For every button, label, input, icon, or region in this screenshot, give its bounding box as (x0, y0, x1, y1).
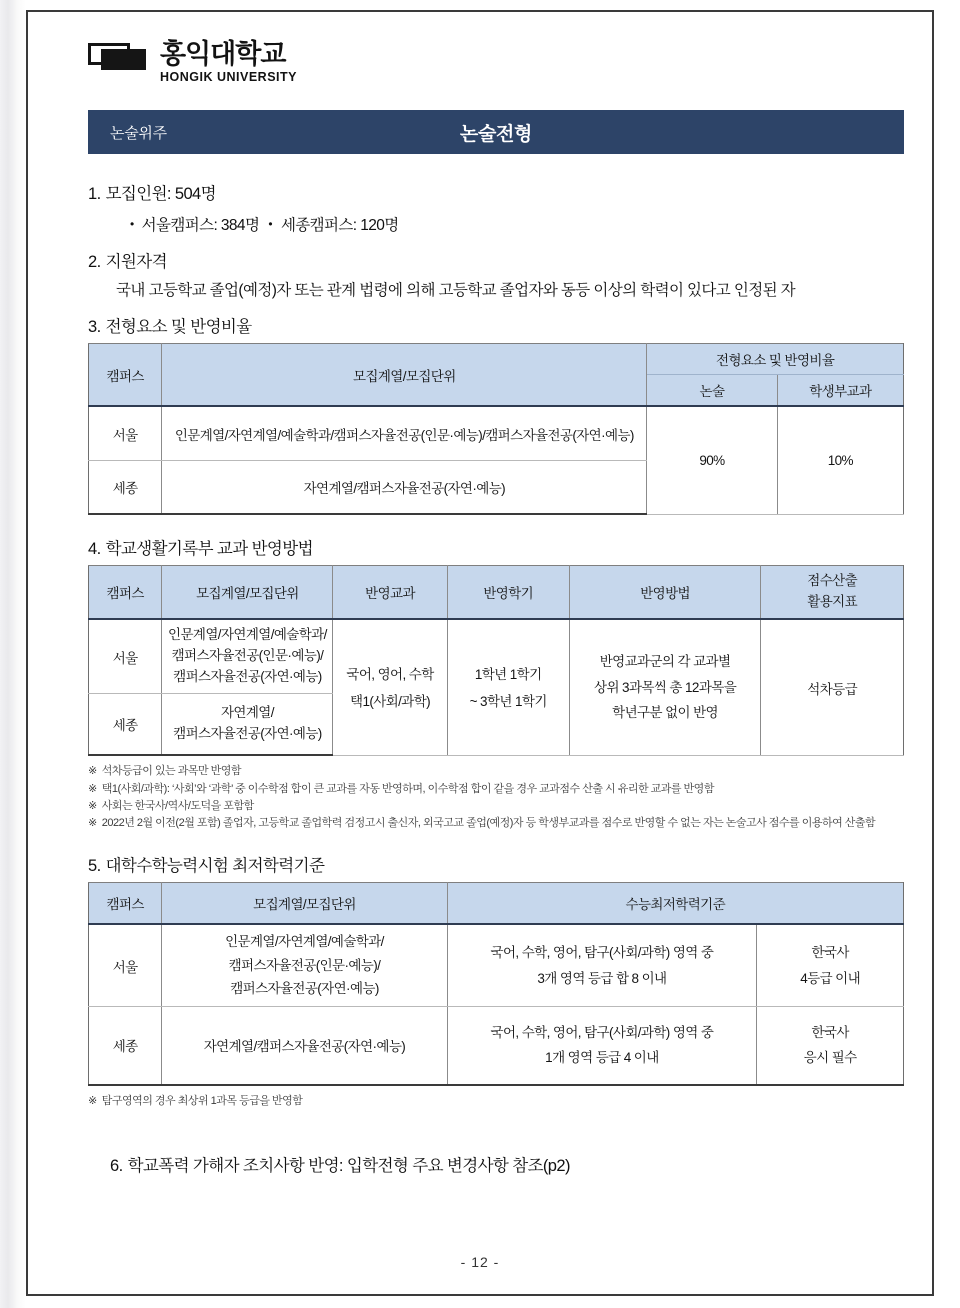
record-row2-unit (162, 693, 333, 755)
record-method-cell (569, 619, 761, 755)
record-header-campus: 캠퍼스 (89, 566, 162, 619)
ratio-header-group: 전형요소 및 반영비율 (647, 344, 904, 375)
record-row1-unit-line2: 캠퍼스자율전공(인문·예능)/ (171, 648, 324, 664)
csat-row1-unit (162, 924, 447, 1006)
ratio-header-campus: 캠퍼스 (89, 344, 162, 407)
record-semester-line1: 1학년 1학기 (474, 666, 542, 682)
record-header-semester: 반영학기 (447, 566, 569, 619)
ratio-header-unit: 모집계열/모집단위 (162, 344, 647, 407)
csat-notes (88, 1093, 904, 1110)
note-mark-icon: ※ (88, 765, 97, 778)
csat-row2-history-line1: 한국사 (811, 1024, 849, 1040)
record-note (88, 781, 904, 798)
section-2-body: 국내 고등학교 졸업(예정)자 또는 관계 법령에 의해 고등학교 졸업자와 동등 이상의 학력이 있다고 인정된 자 (116, 282, 796, 300)
page-content (28, 12, 932, 1294)
admission-title-bar (88, 110, 904, 154)
csat-row1-campus: 서울 (89, 924, 162, 1006)
record-header-index (761, 566, 904, 619)
ratio-row2-unit: 자연계열/캠퍼스자율전공(자연·예능) (162, 460, 647, 514)
section-2-title: 지원자격 (105, 253, 167, 272)
table-row (89, 406, 904, 460)
csat-row2-campus: 세종 (89, 1007, 162, 1085)
record-note-text: 석차등급이 있는 과목만 반영함 (101, 765, 242, 778)
ratio-row1-unit: 인문계열/자연계열/예술학과/캠퍼스자율전공(인문·예능)/캠퍼스자율전공(자연·예능) (162, 406, 647, 460)
ratio-essay-value: 90% (647, 406, 777, 514)
hongik-logo-icon (88, 43, 148, 73)
section-4-heading (88, 535, 904, 559)
section-2-number: 2. (88, 253, 101, 272)
record-subject-line1: 국어, 영어, 수학 (346, 666, 434, 682)
csat-header-unit: 모집계열/모집단위 (162, 882, 447, 924)
csat-row1-history-line1: 한국사 (811, 944, 849, 960)
ratio-row2-campus: 세종 (89, 460, 162, 514)
section-6-title: 학교폭력 가해자 조치사항 반영: 입학전형 주요 변경사항 참조(p2) (127, 1156, 570, 1175)
csat-row1-criteria (447, 924, 757, 1006)
note-mark-icon: ※ (88, 782, 97, 795)
record-header-index-line2: 활용지표 (807, 594, 858, 610)
csat-row2-criteria-line2: 1개 영역 등급 4 이내 (545, 1050, 659, 1066)
record-method-table (88, 565, 904, 756)
csat-row1-unit-line1: 인문계열/자연계열/예술학과/ (225, 934, 384, 950)
record-note (88, 798, 904, 815)
record-note-text: 택1(사회/과학): ‘사회’와 ‘과학’ 중 이수학점 합이 큰 교과를 자동 반영하며, 이수학점 합이 같을 경우 교과점수 산출 시 유리한 교과를 반영함 (101, 782, 714, 795)
table-row (89, 924, 904, 1006)
record-method-line2: 상위 3과목씩 총 12과목을 (594, 679, 737, 695)
university-logo (88, 40, 904, 84)
ratio-table (88, 343, 904, 515)
title-bar-center-title: 논술전형 (459, 123, 533, 145)
section-6-heading (110, 1152, 904, 1176)
logo-english-name: HONGIK UNIVERSITY (160, 70, 297, 85)
csat-note-text: 탐구영역의 경우 최상위 1과목 등급을 반영함 (101, 1094, 303, 1107)
record-subject-line2: 택1(사회/과학) (350, 693, 431, 709)
section-1-title: 모집인원: 504명 (105, 185, 216, 204)
note-mark-icon: ※ (88, 1094, 97, 1107)
record-row2-campus: 세종 (89, 693, 162, 755)
section-5-number: 5. (88, 856, 101, 875)
section-2-heading (88, 248, 904, 272)
section-3-heading (88, 313, 904, 337)
record-index-value: 석차등급 (761, 619, 904, 755)
csat-row1-history-line2: 4등급 이내 (800, 970, 861, 986)
section-1-heading (88, 180, 904, 204)
record-method-line1: 반영교과군의 각 교과별 (599, 654, 731, 670)
section-6-number: 6. (110, 1156, 123, 1175)
section-1-number: 1. (88, 185, 101, 204)
record-note (88, 763, 904, 780)
title-bar-left-label: 논술위주 (110, 124, 167, 142)
record-note (88, 815, 904, 832)
csat-row1-history (757, 924, 904, 1006)
csat-row2-criteria-line1: 국어, 수학, 영어, 탐구(사회/과학) 영역 중 (490, 1024, 714, 1040)
record-row2-unit-line2: 캠퍼스자율전공(자연·예능) (173, 726, 322, 742)
record-row2-unit-line1: 자연계열/ (220, 705, 274, 721)
record-semester-cell (447, 619, 569, 755)
record-subject-cell (333, 619, 447, 755)
csat-row2-unit: 자연계열/캠퍼스자율전공(자연·예능) (162, 1007, 447, 1085)
section-4-title: 학교생활기록부 교과 반영방법 (105, 540, 313, 559)
bullet-dot-icon-2: • (268, 217, 272, 232)
csat-header-campus: 캠퍼스 (89, 882, 162, 924)
csat-row1-criteria-line2: 3개 영역 등급 합 8 이내 (537, 970, 667, 986)
ratio-row1-campus: 서울 (89, 406, 162, 460)
record-header-index-line1: 점수산출 (807, 573, 858, 589)
record-notes (88, 763, 904, 831)
record-header-subject: 반영교과 (333, 566, 447, 619)
table-row (89, 1007, 904, 1085)
csat-row1-criteria-line1: 국어, 수학, 영어, 탐구(사회/과학) 영역 중 (490, 944, 714, 960)
record-note-text: 2022년 2월 이전(2월 포함) 졸업자, 고등학교 졸업학력 검정고시 출신자, 외국고교 졸업(예정)자 등 학생부교과를 점수로 반영할 수 없는 자는 논술고사 점수를 이용하여 산출함 (101, 816, 876, 829)
ratio-header-school-record: 학생부교과 (777, 375, 903, 407)
section-4-number: 4. (88, 540, 101, 559)
note-mark-icon: ※ (88, 799, 97, 812)
section-5-title: 대학수학능력시험 최저학력기준 (105, 856, 325, 875)
page-number: - 12 - (460, 1254, 500, 1270)
ratio-record-value: 10% (777, 406, 903, 514)
record-header-unit: 모집계열/모집단위 (162, 566, 333, 619)
csat-row2-criteria (447, 1007, 757, 1085)
logo-text (160, 40, 297, 84)
record-method-line3: 학년구분 없이 반영 (612, 705, 718, 721)
ratio-header-essay: 논술 (647, 375, 777, 407)
record-note-text: 사회는 한국사/역사/도덕을 포함함 (101, 799, 254, 812)
seoul-campus-quota: 서울캠퍼스: 384명 (141, 217, 260, 235)
csat-minimum-table (88, 882, 904, 1086)
record-row1-unit-line3: 캠퍼스자율전공(자연·예능) (173, 669, 322, 685)
csat-row1-unit-line3: 캠퍼스자율전공(자연·예능) (230, 981, 379, 997)
record-header-method: 반영방법 (569, 566, 761, 619)
sejong-campus-quota: 세종캠퍼스: 120명 (280, 217, 399, 235)
section-5-heading (88, 852, 904, 876)
table-row (89, 619, 904, 693)
csat-row1-unit-line2: 캠퍼스자율전공(인문·예능)/ (228, 957, 381, 973)
section-1-bullet (130, 213, 904, 235)
record-row1-unit (162, 619, 333, 693)
record-row1-campus: 서울 (89, 619, 162, 693)
section-3-number: 3. (88, 318, 101, 337)
csat-header-criteria: 수능최저학력기준 (447, 882, 903, 924)
note-mark-icon: ※ (88, 816, 97, 829)
logo-korean-name: 홍익대학교 (160, 39, 286, 69)
record-semester-line2: ~ 3학년 1학기 (469, 693, 547, 709)
record-row1-unit-line1: 인문계열/자연계열/예술학과/ (168, 627, 327, 643)
document-page (26, 10, 934, 1296)
section-3-title: 전형요소 및 반영비율 (105, 318, 252, 337)
csat-note (88, 1093, 904, 1110)
csat-row2-history-line2: 응시 필수 (803, 1050, 857, 1066)
csat-row2-history (757, 1007, 904, 1085)
bullet-dot-icon: • (130, 217, 134, 232)
